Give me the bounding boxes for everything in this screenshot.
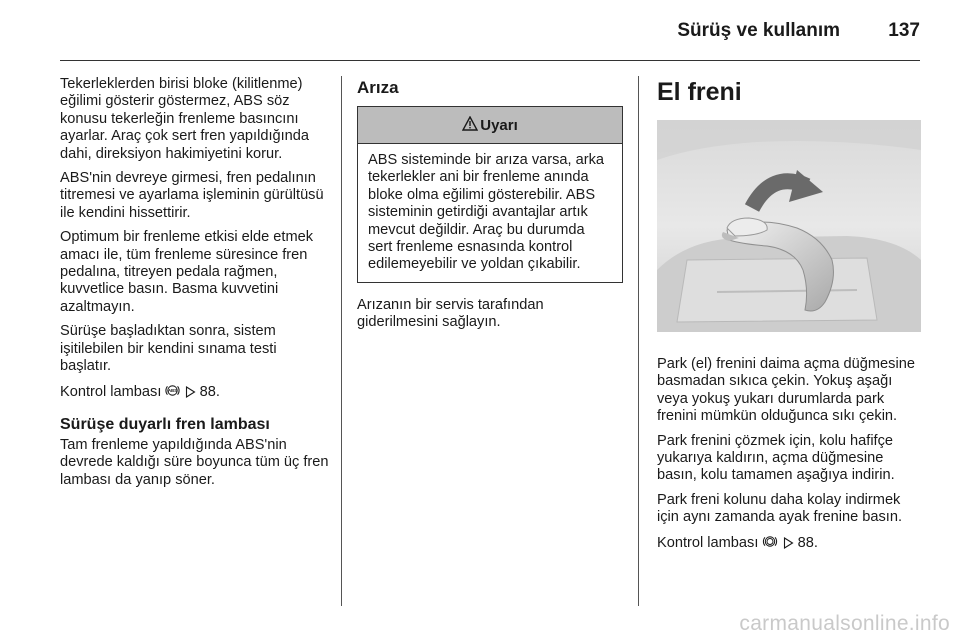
warning-text: ABS sisteminde bir arıza varsa, arka tekerlekler ani bir frenleme anında bloke olma eğilimi gösterebilir. ABS sisteminin getirdiği avantajlar artık mevcut değildir. Araç bu durumda sert frenleme esnasında kontrol edilemeyebilir ve yoldan çıkabilir. xyxy=(368,152,605,273)
page-header xyxy=(60,0,920,61)
section-heading: Arıza xyxy=(357,78,399,97)
column-left xyxy=(60,76,330,496)
paragraph: Arızanın bir servis tarafından giderilmesini sağlayın. xyxy=(357,296,544,331)
page-reference: 88. xyxy=(199,383,220,400)
page-reference-arrow-icon xyxy=(185,386,196,403)
column-divider xyxy=(638,76,639,606)
paragraph: Park (el) frenini daima açma düğmesine basmadan sıkıca çekin. Yokuş aşağı veya yokuş yukarı durumlarda park frenini mümkün olduğunca sıkı çekin. xyxy=(657,356,915,425)
svg-text:ABS: ABS xyxy=(168,387,178,393)
column-right xyxy=(657,76,921,561)
control-light-label: Kontrol lambası xyxy=(60,383,162,400)
warning-triangle-icon xyxy=(462,116,478,135)
page-reference-arrow-icon xyxy=(783,537,794,554)
control-light-label: Kontrol lambası xyxy=(657,534,759,551)
control-light-line xyxy=(60,383,330,403)
paragraph: Tam frenleme yapıldığında ABS'nin devrede kaldığı süre boyunca tüm üç fren lambası da yanıp söner. xyxy=(60,436,329,488)
warning-header xyxy=(358,107,622,144)
control-light-line xyxy=(657,534,921,554)
watermark: carmanualsonline.info xyxy=(739,612,950,635)
page-title: Sürüş ve kullanım xyxy=(677,20,840,41)
paragraph: Tekerleklerden birisi bloke (kilitlenme) eğilimi gösterir göstermez, ABS söz konusu tekerleğin frenleme basıncını ayarlar. Araç çok sert fren yapıldığında dahi, direksiyon hakimiyetini korur. xyxy=(60,76,310,162)
warning-body xyxy=(358,144,622,282)
page-number: 137 xyxy=(888,20,920,41)
column-divider xyxy=(341,76,342,606)
column-middle xyxy=(357,76,623,339)
section-heading: El freni xyxy=(657,78,742,106)
paragraph: ABS'nin devreye girmesi, fren pedalının titremesi ve ayarlama işleminin gürültüsü ile kendini hissettirir. xyxy=(60,170,324,221)
abs-warning-light-icon xyxy=(165,383,180,403)
subheading: Sürüşe duyarlı fren lambası xyxy=(60,415,270,433)
parking-brake-illustration xyxy=(657,120,921,332)
brake-warning-light-icon xyxy=(762,534,778,554)
warning-box xyxy=(357,106,623,283)
paragraph: Optimum bir frenleme etkisi elde etmek amacı ile, tüm frenleme süresince fren pedalına, titreyen pedala rağmen, kuvvetlice basın. Basma kuvvetini azaltmayın. xyxy=(60,229,314,315)
paragraph: Sürüşe başladıktan sonra, sistem işitilebilen bir kendini sınama testi başlatır. xyxy=(60,323,277,375)
paragraph: Park freni kolunu daha kolay indirmek için aynı zamanda ayak frenine basın. xyxy=(657,491,902,526)
warning-label: Uyarı xyxy=(480,116,518,134)
page-reference: 88. xyxy=(797,534,818,551)
paragraph: Park frenini çözmek için, kolu hafifçe yukarıya kaldırın, açma düğmesine basın, kolu tamamen aşağıya indirin. xyxy=(657,432,895,484)
